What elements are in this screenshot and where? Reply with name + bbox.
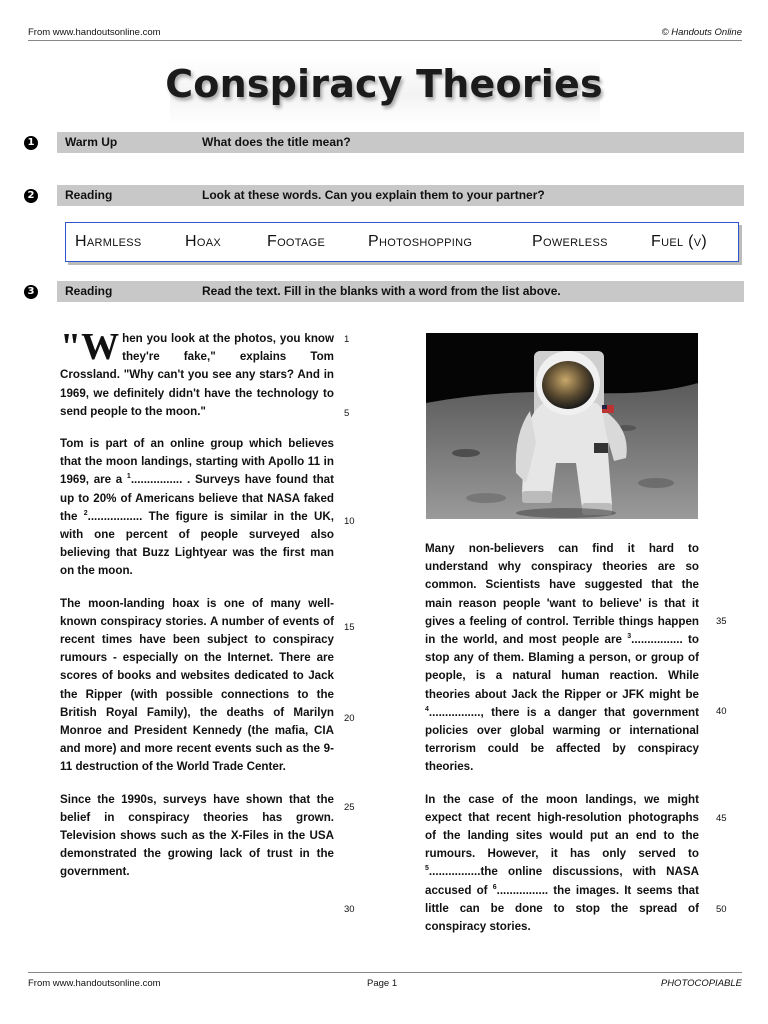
- section-3-label: Reading: [65, 284, 113, 298]
- word-harmless: Harmless: [75, 233, 142, 250]
- paragraph-6-text-b: ................the online discussions, with NASA accused of: [425, 865, 699, 897]
- line-number: 30: [344, 904, 355, 915]
- blank-1-number: 1: [126, 473, 131, 481]
- line-number: 25: [344, 802, 355, 813]
- line-number: 50: [716, 904, 727, 915]
- paragraph-6-text-a: In the case of the moon landings, we might expect that recent high-resolution photographs of the landing sites would put an end to the rumours. However, it has only served to: [425, 792, 699, 861]
- section-3-number: 3: [24, 285, 38, 299]
- word-fuel: Fuel (v): [651, 233, 708, 250]
- word-footage: Footage: [267, 233, 326, 250]
- line-number: 35: [716, 616, 727, 627]
- paragraph-5-text-b: ................ to stop any of them. Blaming a person, or group of people, is a natural human reaction. While theories about Jack the Ripper or JFK might be: [425, 633, 699, 701]
- line-number: 45: [716, 813, 727, 824]
- section-1-number: 1: [24, 136, 38, 150]
- footer-rule: [28, 972, 742, 973]
- paragraph-2-text-b: ................ . Surveys have found that up to 20% of Americans believe that NASA faked the: [60, 473, 334, 523]
- blank-3-number: 3: [627, 633, 632, 641]
- blank-2-number: 2: [83, 509, 88, 517]
- paragraph-5-text-a: Many non-believers can find it hard to understand why conspiracy theories are so common. Scientists have suggested that the main reason people 'want to believe' is that it gives a feeling of control. Terrible things happen in the world, and most people are: [425, 542, 699, 647]
- article-paragraph-3: The moon-landing hoax is one of many well-known conspiracy stories. A number of events of recent times have been subject to conspiracy rumours - especially on the Internet. There are scores of books and websites dedicated to Jack the Ripper (with possible connections to the British Royal Family), the deaths of Marilyn Monroe and President Kennedy (the mafia, CIA and more) and more recent events such as the 9-11 destruction of the World Trade Center.: [60, 596, 334, 774]
- section-2-bar: [57, 185, 744, 206]
- article-right-column: [425, 540, 699, 950]
- line-number: 1: [344, 334, 350, 345]
- blank-5-number: 5: [425, 865, 429, 873]
- footer-page-number: Page 1: [367, 978, 398, 989]
- paragraph-1-text: hen you look at the photos, you know they're fake," explains Tom Crossland. "Why can't you see any stars? And in 1969, we definitely didn't have the technology to send people to the moon.": [60, 332, 334, 418]
- section-1-bar: [57, 132, 744, 153]
- line-number: 40: [716, 706, 727, 717]
- footer-photocopiable: PHOTOCOPIABLE: [660, 978, 742, 989]
- article-left-column: [60, 326, 334, 896]
- header-source: From www.handoutsonline.com: [28, 27, 161, 38]
- section-2-label: Reading: [65, 188, 113, 202]
- word-list-box: [65, 222, 739, 262]
- paragraph-5-text-c: ................, there is a danger that government policies over global warming or international terrorism could be affected by conspiracy theories.: [425, 705, 699, 774]
- section-1-label: Warm Up: [65, 135, 118, 149]
- article-paragraph-6: [425, 791, 699, 937]
- header-copyright: © Handouts Online: [661, 27, 742, 38]
- blank-6-number: 6: [492, 883, 497, 891]
- section-2-instruction: Look at these words. Can you explain them to your partner?: [202, 188, 545, 202]
- article-paragraph-1: [60, 326, 334, 421]
- word-hoax: Hoax: [185, 233, 221, 250]
- word-powerless: Powerless: [532, 233, 608, 250]
- paragraph-2-text-c: ................. The figure is similar in the UK, with one percent of people surveyed also believing that Buzz Lightyear was the first man on the moon.: [60, 509, 334, 578]
- article-paragraph-5: [425, 540, 699, 777]
- section-2-number: 2: [24, 189, 38, 203]
- line-number: 5: [344, 408, 350, 419]
- paragraph-6-text-c: ................ the images. It seems that little can be done to stop the spread of conspiracy stories.: [425, 883, 699, 934]
- line-number: 15: [344, 622, 355, 633]
- blank-4-number: 4: [425, 705, 429, 713]
- header-rule: [28, 40, 742, 41]
- page-title: Conspiracy Theories: [165, 62, 603, 106]
- section-1-instruction: What does the title mean?: [202, 135, 351, 149]
- article-paragraph-4: Since the 1990s, surveys have shown that the belief in conspiracy theories has grown. Television shows such as the X-Files in the USA demonstrated the growing lack of trust in the government.: [60, 792, 334, 879]
- paragraph-2-text-a: Tom is part of an online group which believes that the moon landings, starting with Apollo 11 in 1969, are a: [60, 437, 334, 487]
- line-number: 10: [344, 516, 355, 527]
- article-paragraph-2: [60, 435, 334, 581]
- drop-cap: "W: [60, 326, 120, 368]
- word-photoshopping: Photoshopping: [368, 233, 473, 250]
- footer-source: From www.handoutsonline.com: [28, 978, 161, 989]
- section-3-instruction: Read the text. Fill in the blanks with a word from the list above.: [202, 284, 561, 298]
- astronaut-photo: [426, 333, 698, 519]
- astronaut-on-moon-image: [426, 333, 698, 519]
- section-3-bar: [57, 281, 744, 302]
- line-number: 20: [344, 713, 355, 724]
